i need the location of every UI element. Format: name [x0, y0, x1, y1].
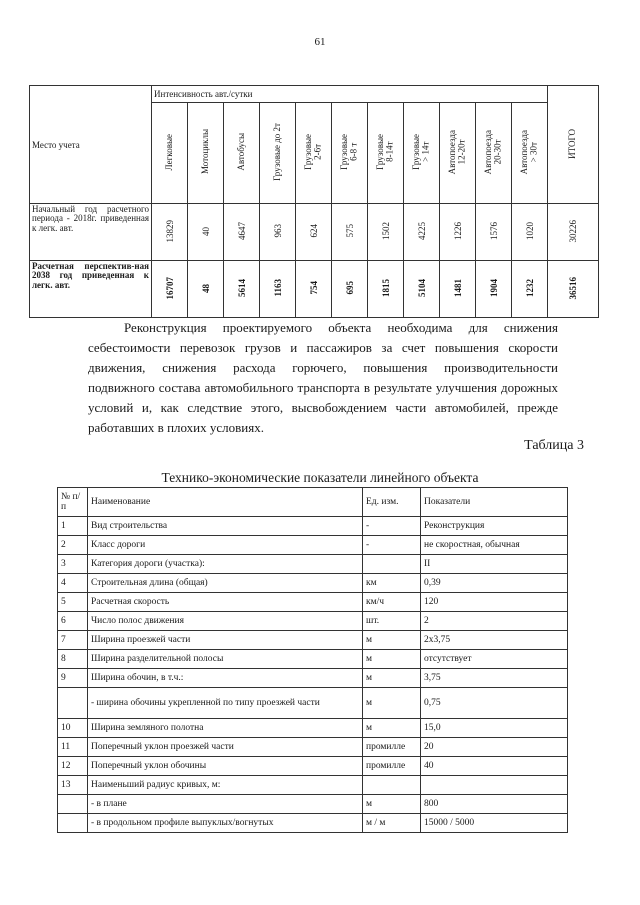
row-number: 2: [58, 536, 88, 555]
row-name: Вид строительства: [88, 517, 363, 536]
cell: 754: [296, 261, 332, 318]
row-unit: м: [363, 650, 421, 669]
cell: 4225: [404, 204, 440, 261]
row-number: 12: [58, 757, 88, 776]
row-unit: шт.: [363, 612, 421, 631]
table-row: [58, 517, 568, 536]
cell: 1815: [368, 261, 404, 318]
cell: 1576: [476, 204, 512, 261]
row-value: 0,39: [421, 574, 568, 593]
row-number: [58, 814, 88, 833]
col-header: Грузовые 2-6т: [296, 103, 332, 204]
cell: 1226: [440, 204, 476, 261]
col-header: Грузовые 6-8 т: [332, 103, 368, 204]
row-number: 11: [58, 738, 88, 757]
table-header-row: [58, 488, 568, 517]
table-row: [58, 650, 568, 669]
row-name: Строительная длина (общая): [88, 574, 363, 593]
table-row: [58, 814, 568, 833]
cell: 16707: [152, 261, 188, 318]
row-value: 3,75: [421, 669, 568, 688]
row-value: II: [421, 555, 568, 574]
row-name: Класс дороги: [88, 536, 363, 555]
table-row: [58, 688, 568, 719]
row-number: [58, 795, 88, 814]
cell: 1502: [368, 204, 404, 261]
cell: 5614: [224, 261, 260, 318]
row-place: Начальный год расчетного периода - 2018г. приведенная к легк. авт.: [30, 204, 152, 261]
row-name: Число полос движения: [88, 612, 363, 631]
tech-economic-table: [57, 487, 568, 833]
body-paragraph: Реконструкция проектируемого объекта необходима для снижения себестоимости перевозок грузов и пассажиров за счет повышения скорости движения, снижения расхода горючего, повышения производительности подвижного состава автомобильного транспорта в результате улучшения дорожных условий и, как следствие этого, высвобождением части автомобилей, прежде работавших в плохих условиях.: [88, 320, 558, 435]
row-unit: м: [363, 631, 421, 650]
table-row: [58, 757, 568, 776]
cell: 1232: [512, 261, 548, 318]
row-name: - ширина обочины укрепленной по типу проезжей части: [88, 688, 363, 719]
intensity-header: Интенсивность авт./сутки: [152, 86, 548, 103]
table-row: [58, 612, 568, 631]
col-header: Автобусы: [224, 103, 260, 204]
row-number: 3: [58, 555, 88, 574]
row-number: 4: [58, 574, 88, 593]
row-unit: м: [363, 669, 421, 688]
table-row: [58, 555, 568, 574]
row-number: 7: [58, 631, 88, 650]
row-value: не скоростная, обычная: [421, 536, 568, 555]
header-cell: Показатели: [421, 488, 568, 517]
row-unit: -: [363, 536, 421, 555]
table-row: [58, 738, 568, 757]
cell: 963: [260, 204, 296, 261]
table-row: [58, 669, 568, 688]
row-name: Ширина проезжей части: [88, 631, 363, 650]
col-header: Автопоезда > 30т: [512, 103, 548, 204]
row-value: 800: [421, 795, 568, 814]
traffic-intensity-table: [29, 85, 599, 318]
cell: 1904: [476, 261, 512, 318]
table-row: [30, 204, 599, 261]
row-name: Ширина земляного полотна: [88, 719, 363, 738]
col-header: ИТОГО: [548, 86, 599, 204]
cell: 575: [332, 204, 368, 261]
col-header: Автопоезда 20-30т: [476, 103, 512, 204]
col-header: Грузовые до 2т: [260, 103, 296, 204]
cell: 36516: [548, 261, 599, 318]
row-value: отсутствует: [421, 650, 568, 669]
row-number: 13: [58, 776, 88, 795]
row-value: Реконструкция: [421, 517, 568, 536]
row-unit: промилле: [363, 738, 421, 757]
row-place: Расчетная перспектив-ная 2038 год приведенная к легк. авт.: [30, 261, 152, 318]
table-row: [58, 593, 568, 612]
cell: 4647: [224, 204, 260, 261]
table-row: [58, 795, 568, 814]
row-name: Расчетная скорость: [88, 593, 363, 612]
row-unit: м: [363, 688, 421, 719]
row-name: Поперечный уклон обочины: [88, 757, 363, 776]
row-value: 20: [421, 738, 568, 757]
header-cell: Ед. изм.: [363, 488, 421, 517]
header-cell: № п/п: [58, 488, 88, 517]
cell: 40: [188, 204, 224, 261]
place-header: Место учета: [30, 86, 152, 204]
row-number: 1: [58, 517, 88, 536]
row-value: 15,0: [421, 719, 568, 738]
header-cell: Наименование: [88, 488, 363, 517]
table-row: [58, 719, 568, 738]
table-label: Таблица 3: [524, 438, 584, 453]
row-value: 40: [421, 757, 568, 776]
row-unit: м: [363, 719, 421, 738]
cell: 48: [188, 261, 224, 318]
page-number: 61: [314, 36, 326, 48]
row-name: Ширина разделительной полосы: [88, 650, 363, 669]
cell: 695: [332, 261, 368, 318]
row-name: Наименьший радиус кривых, м:: [88, 776, 363, 795]
cell: 30226: [548, 204, 599, 261]
row-unit: м / м: [363, 814, 421, 833]
col-header: Автопоезда 12-20т: [440, 103, 476, 204]
col-header: Мотоциклы: [188, 103, 224, 204]
row-number: [58, 688, 88, 719]
row-unit: [363, 776, 421, 795]
row-value: 15000 / 5000: [421, 814, 568, 833]
row-name: Поперечный уклон проезжей части: [88, 738, 363, 757]
cell: 5104: [404, 261, 440, 318]
row-value: 0,75: [421, 688, 568, 719]
row-unit: промилле: [363, 757, 421, 776]
col-header: Грузовые 8-14т: [368, 103, 404, 204]
cell: 1481: [440, 261, 476, 318]
row-number: 10: [58, 719, 88, 738]
row-name: - в плане: [88, 795, 363, 814]
row-number: 8: [58, 650, 88, 669]
table-row: [58, 574, 568, 593]
row-value: 2х3,75: [421, 631, 568, 650]
row-value: [421, 776, 568, 795]
table-row: [58, 776, 568, 795]
cell: 624: [296, 204, 332, 261]
row-unit: м: [363, 795, 421, 814]
row-number: 6: [58, 612, 88, 631]
row-name: Ширина обочин, в т.ч.:: [88, 669, 363, 688]
row-unit: км: [363, 574, 421, 593]
row-name: Категория дороги (участка):: [88, 555, 363, 574]
cell: 13829: [152, 204, 188, 261]
row-value: 120: [421, 593, 568, 612]
table-row: [30, 261, 599, 318]
col-header: Грузовые > 14т: [404, 103, 440, 204]
col-header: Легковые: [152, 103, 188, 204]
row-unit: км/ч: [363, 593, 421, 612]
cell: 1020: [512, 204, 548, 261]
row-value: 2: [421, 612, 568, 631]
row-unit: -: [363, 517, 421, 536]
table-title: Технико-экономические показатели линейного объекта: [161, 470, 479, 485]
table-row: [58, 631, 568, 650]
cell: 1163: [260, 261, 296, 318]
table-row: [58, 536, 568, 555]
row-number: 5: [58, 593, 88, 612]
row-unit: [363, 555, 421, 574]
row-name: - в продольном профиле выпуклых/вогнутых: [88, 814, 363, 833]
row-number: 9: [58, 669, 88, 688]
